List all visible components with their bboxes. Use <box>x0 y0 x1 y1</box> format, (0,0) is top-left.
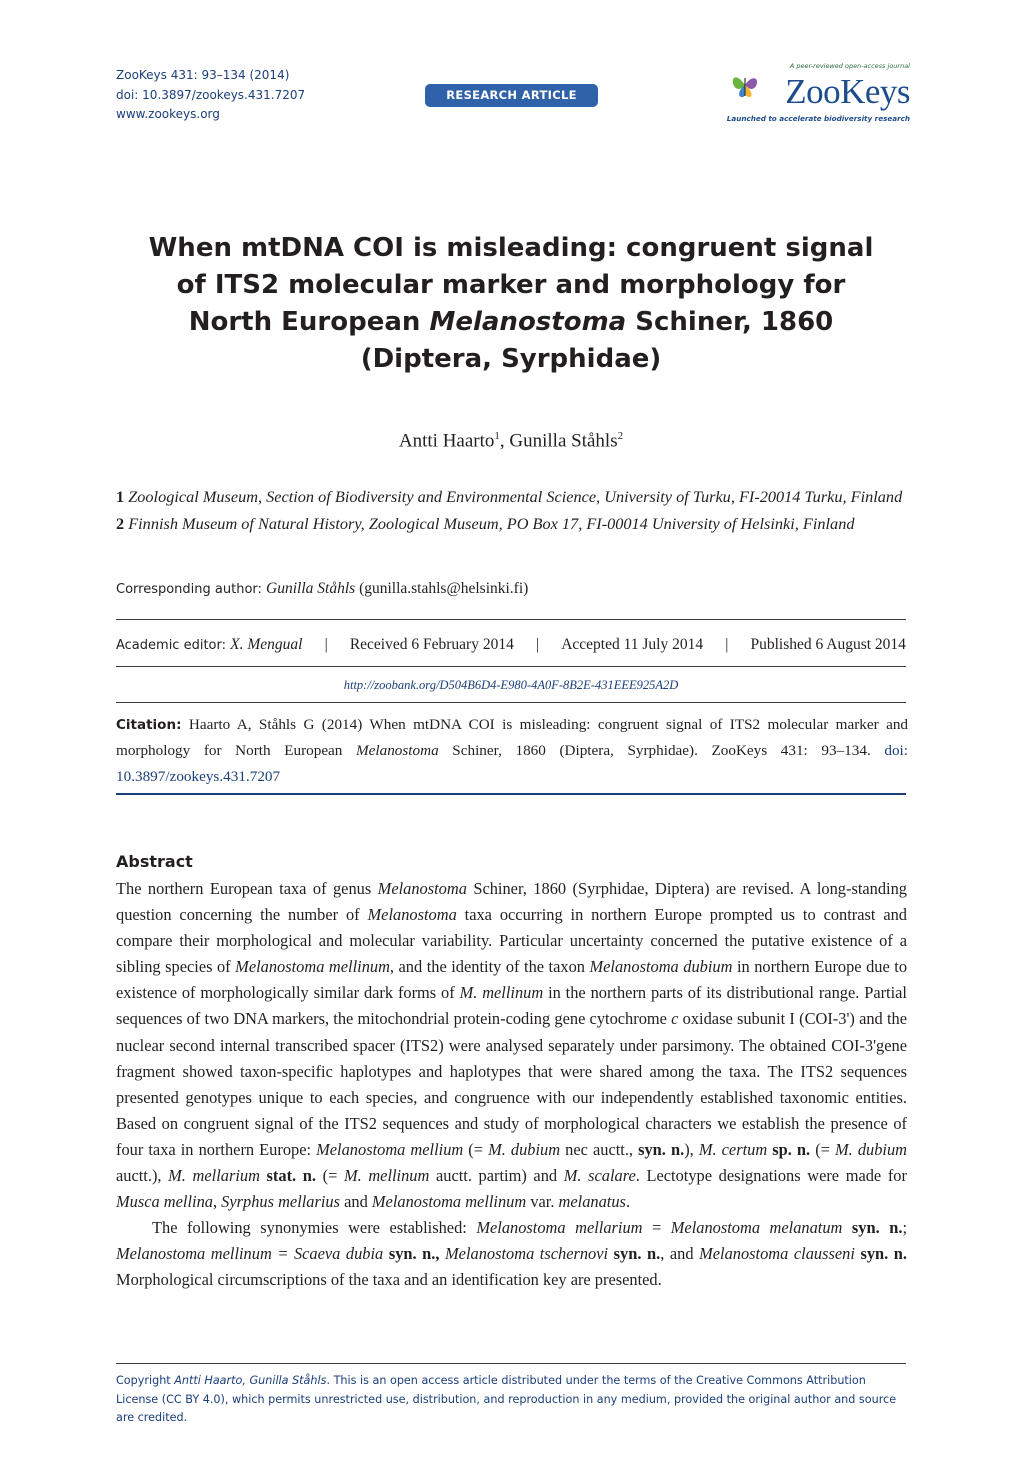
title-genus: Melanostoma <box>429 307 627 337</box>
abstract-text: . Lectotype designations were made for <box>635 1166 907 1186</box>
article-type-badge: RESEARCH ARTICLE <box>425 84 598 107</box>
divider <box>116 666 906 667</box>
taxon-name: M. mellinum <box>343 1166 430 1186</box>
doi-text[interactable]: doi: 10.3897/zookeys.431.7207 <box>116 87 306 102</box>
editor-name: X. Mengual <box>230 636 303 653</box>
abstract-paragraph <box>116 1215 907 1293</box>
separator: | <box>725 636 729 653</box>
taxon-name: Melanostoma <box>377 879 467 898</box>
abstract-body <box>116 876 907 1294</box>
title-text: North European <box>188 307 430 337</box>
separator: | <box>535 636 540 653</box>
taxon-name: Melanostoma clausseni <box>699 1244 855 1264</box>
abstract-heading: Abstract <box>116 852 193 871</box>
abstract-text: auctt. partim) and <box>429 1166 564 1186</box>
abstract-text: ; <box>902 1218 907 1238</box>
taxon-name: M. certum <box>698 1139 768 1159</box>
abstract-text: Schiner, 1860 (Syrphidae, Diptera) are revised. A long-standing question concerning the number of <box>116 879 907 925</box>
journal-meta <box>116 66 305 125</box>
abstract-text: auctt.), <box>116 1166 169 1186</box>
taxon-name: Melanostoma tschernovi <box>445 1244 609 1264</box>
nomenclature-act: syn. n. <box>851 1218 903 1238</box>
abstract-text: oxidase subunit I (COI-3') and the nuclear second internal transcribed spacer (ITS2) were analysed separately under parsimony. The obtained COI-3'gene fragment showed taxon-specific haplotypes and haplotypes that were shared among the taxa. The ITS2 sequences presented genotypes unique to each species, and congruence with our independently established taxonomic entities. Based on congruent signal of the ITS2 sequences and study of morphological characters we establish the presence of four taxa in northern Europe: <box>116 1009 907 1159</box>
title-text: Schiner, 1860 <box>626 307 834 337</box>
abstract-paragraph <box>116 876 907 1215</box>
corresp-email-link[interactable]: (gunilla.stahls@helsinki.fi) <box>359 580 529 597</box>
abstract-text: (= <box>315 1166 344 1186</box>
article-title <box>116 230 906 378</box>
accepted-date: Accepted 11 July 2014 <box>561 636 704 653</box>
abstract-text: var. <box>526 1192 559 1212</box>
affil-text: Finnish Museum of Natural History, Zoological Museum, PO Box 17, FI-00014 University of Helsinki, Finland <box>128 513 855 533</box>
copyright-holders: Antti Haarto, Gunilla Ståhls <box>174 1374 327 1387</box>
published-date: Published 6 August 2014 <box>750 636 906 653</box>
divider <box>116 793 906 795</box>
abstract-text: , and the identity of the taxon <box>389 957 590 977</box>
taxon-name: Melanostoma mellarium <box>476 1218 643 1238</box>
affiliations <box>116 484 908 537</box>
title-line: When mtDNA COI is misleading: congruent signal <box>148 233 874 263</box>
affil-number: 1 <box>116 487 125 506</box>
taxon-name: Melanostoma mellinum = Scaeva dubia <box>116 1244 384 1264</box>
title-line: (Diptera, Syrphidae) <box>360 344 662 374</box>
abstract-text: . <box>625 1192 631 1212</box>
abstract-text: The northern European taxa of genus <box>116 879 378 898</box>
nomenclature-act: syn. n., <box>388 1244 440 1264</box>
abstract-text: in northern Europe due to existence of morphologically similar dark forms of <box>116 957 908 1003</box>
separator: | <box>324 636 328 653</box>
abstract-text: Morphological circumscriptions of the taxa and an identification key are presented. <box>116 1270 662 1290</box>
abstract-text: The following synonymies were established: <box>152 1218 477 1238</box>
divider <box>116 1363 906 1364</box>
taxon-name: Melanostoma mellinum <box>235 957 390 977</box>
editor-label: Academic editor <box>116 638 222 653</box>
zoobank-link[interactable]: http://zoobank.org/D504B6D4-E980-4A0F-8B2E-431EEE925A2D <box>343 678 679 692</box>
nomenclature-act: stat. n. <box>266 1166 316 1186</box>
abstract-text: , <box>212 1192 222 1212</box>
affil-text: Zoological Museum, Section of Biodiversity and Environmental Science, University of Turku, FI-20014 Turku, Finland <box>128 487 903 506</box>
divider <box>116 619 906 620</box>
abstract-text: , and <box>660 1244 700 1264</box>
nomenclature-act: sp. n. <box>772 1139 811 1159</box>
abstract-text <box>842 1218 852 1237</box>
citation-block <box>116 712 908 790</box>
taxon-name: Melanostoma dubium <box>589 957 733 977</box>
taxon-name: c <box>671 1009 679 1029</box>
affil-number: 2 <box>116 513 125 533</box>
abstract-text <box>260 1166 267 1185</box>
received-date: Received 6 February 2014 <box>349 636 514 653</box>
zookeys-logo <box>724 62 910 126</box>
citation-doi-link[interactable]: 10.3897/zookeys.431.7207 <box>116 768 281 785</box>
citation-text: Haarto A, Ståhls G (2014) When mtDNA COI is misleading: congruent signal of ITS2 molecular marker and morphology for North European <box>116 716 909 759</box>
copyright-prefix: Copyright <box>116 1374 175 1387</box>
taxon-name: Musca mellina <box>116 1192 213 1212</box>
taxon-name: M. dubium <box>488 1139 561 1159</box>
journal-website-link[interactable]: www.zookeys.org <box>116 107 220 121</box>
abstract-text: ), <box>684 1139 699 1159</box>
taxon-name: Melanostoma mellinum <box>371 1192 527 1212</box>
abstract-text: in the northern parts of its distributional range. Partial sequences of two DNA markers, the mitochondrial protein-coding gene cytochrome <box>116 983 907 1029</box>
abstract-text: and <box>340 1192 372 1212</box>
taxon-name: Melanostoma <box>367 905 457 925</box>
divider <box>116 702 906 703</box>
taxon-name: M. mellinum <box>459 983 544 1003</box>
abstract-text: nec auctt., <box>560 1139 639 1159</box>
taxon-name: Melanostoma mellium <box>316 1139 464 1159</box>
author-name: Gunilla Ståhls <box>509 430 618 452</box>
taxon-name: melanatus <box>558 1192 626 1212</box>
taxon-name: M. scalare <box>563 1166 636 1186</box>
taxon-name: M. mellarium <box>168 1166 260 1186</box>
editorial-history <box>116 636 906 654</box>
journal-issue: ZooKeys 431: 93–134 (2014) <box>116 68 290 82</box>
academic-editor: Academic editor: X. Mengual <box>116 636 303 653</box>
logo-subline: Launched to accelerate biodiversity research <box>726 114 910 123</box>
butterfly-icon <box>728 68 762 102</box>
title-line <box>116 304 906 341</box>
nomenclature-act: syn. n. <box>860 1244 907 1264</box>
corresp-label: Corresponding author <box>116 582 258 597</box>
citation-genus: Melanostoma <box>356 742 439 759</box>
abstract-text: (= <box>463 1139 489 1159</box>
abstract-text: taxa occurring in northern Europe prompted us to contrast and compare their morphological and molecular variability. Particular uncertainty concerned the putative existence of a sibling species of <box>116 905 908 977</box>
author-separator: , <box>499 430 510 452</box>
corresp-name: Gunilla Ståhls <box>266 580 356 597</box>
taxon-name: Syrphus mellarius <box>221 1192 341 1212</box>
citation-doi-label[interactable]: doi: <box>884 742 908 759</box>
author-name: Antti Haarto <box>398 430 495 452</box>
nomenclature-act: syn. n. <box>638 1139 685 1159</box>
copyright-text: . This is an open access article distributed under the terms of the Creative Commons Attribution License (CC BY 4.0), which permits unrestricted use, distribution, and reproduction in any medium, provided the original author and source are credited. <box>116 1374 897 1424</box>
corresponding-author: Corresponding author: Gunilla Ståhls (gunilla.stahls@helsinki.fi) <box>116 580 529 597</box>
title-line: of ITS2 molecular marker and morphology for <box>176 270 846 300</box>
logo-wordmark: ZooKeys <box>785 72 910 111</box>
author-affil-mark: 1 <box>494 430 500 442</box>
abstract-text: = <box>642 1218 671 1238</box>
taxon-name: Melanostoma melanatum <box>670 1218 843 1238</box>
nomenclature-act: syn. n. <box>613 1244 661 1264</box>
citation-label: Citation: <box>116 717 182 733</box>
author-list <box>116 430 906 452</box>
copyright-notice <box>116 1372 908 1428</box>
citation-text: Schiner, 1860 (Diptera, Syrphidae). ZooKeys 431: 93–134. <box>438 742 885 759</box>
author-affil-mark: 2 <box>617 430 624 442</box>
logo-tagline: A peer-reviewed open-access journal <box>789 62 910 70</box>
taxon-name: M. dubium <box>835 1139 907 1159</box>
abstract-text: (= <box>810 1139 835 1159</box>
